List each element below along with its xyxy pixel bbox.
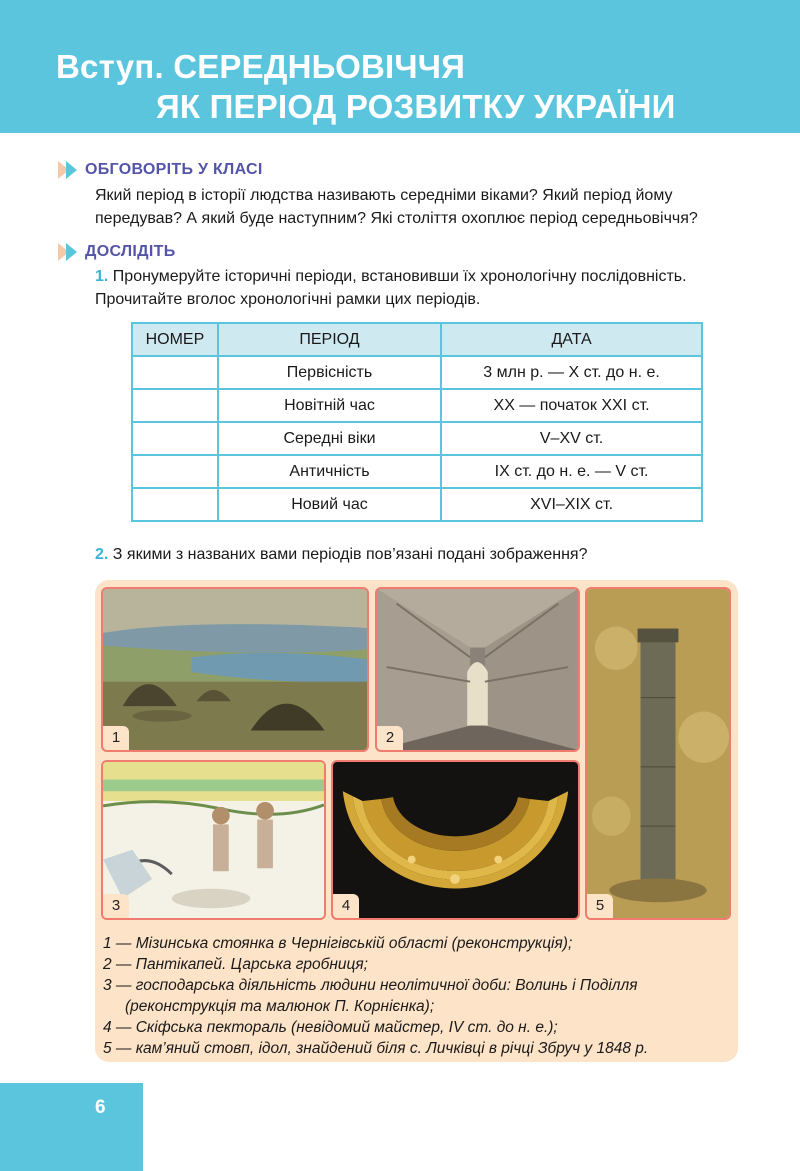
stone-idol-illustration — [587, 589, 729, 918]
periods-table — [131, 322, 703, 522]
image-number-badge: 2 — [377, 726, 403, 750]
image-captions — [103, 933, 733, 1059]
caption-3: 3 — господарська діяльність людини неолітичної доби: Волинь і Поділля — [103, 977, 638, 994]
cell-number — [132, 488, 218, 521]
tomb-corridor-illustration — [377, 589, 578, 750]
image-number-badge: 4 — [333, 894, 359, 918]
image-5-zbruch-idol — [585, 587, 731, 920]
cell-date: ХХ — початок ХХІ ст. — [441, 389, 702, 422]
neolithic-drawing-illustration — [103, 762, 324, 918]
table-row — [132, 455, 702, 488]
chevron-marker-icon — [58, 243, 77, 261]
task-1 — [95, 265, 745, 311]
image-4-scythian-pectoral — [331, 760, 580, 920]
task-2 — [95, 543, 745, 566]
table-row — [132, 422, 702, 455]
image-number-badge: 5 — [587, 894, 613, 918]
chapter-header — [0, 0, 800, 133]
table-row — [132, 356, 702, 389]
table-row — [132, 488, 702, 521]
cell-number — [132, 389, 218, 422]
task-2-number: 2. — [95, 546, 109, 563]
page-number: 6 — [95, 1097, 106, 1118]
research-section-heading — [58, 242, 176, 262]
research-heading-label: ДОСЛІДІТЬ — [85, 243, 176, 260]
cell-period: Античність — [218, 455, 441, 488]
chapter-title-line-1: Вступ. СЕРЕДНЬОВІЧЧЯ — [56, 48, 466, 85]
header-number: НОМЕР — [132, 323, 218, 356]
caption-1: 1 — Мізинська стоянка в Чернігівській області (реконструкція); — [103, 935, 573, 952]
table-row — [132, 389, 702, 422]
header-period: ПЕРІОД — [218, 323, 441, 356]
cell-number — [132, 455, 218, 488]
cell-period: Новітній час — [218, 389, 441, 422]
caption-4: 4 — Скіфська пектораль (невідомий майстер, IV ст. до н. е.); — [103, 1019, 558, 1036]
page-number-box — [0, 1083, 143, 1171]
discuss-section-heading — [58, 160, 263, 180]
cell-date: 3 млн р. — Х ст. до н. е. — [441, 356, 702, 389]
pectoral-illustration — [333, 762, 578, 918]
image-2-royal-tomb — [375, 587, 580, 752]
header-date: ДАТА — [441, 323, 702, 356]
image-1-mizyn-settlement — [101, 587, 369, 752]
caption-2: 2 — Пантікапей. Царська гробниця; — [103, 956, 368, 973]
cell-date: V–XV ст. — [441, 422, 702, 455]
image-number-badge: 1 — [103, 726, 129, 750]
cell-period: Середні віки — [218, 422, 441, 455]
cell-number — [132, 422, 218, 455]
chapter-title-line-2: ЯК ПЕРІОД РОЗВИТКУ УКРАЇНИ — [156, 88, 676, 125]
image-number-badge: 3 — [103, 894, 129, 918]
cell-period: Новий час — [218, 488, 441, 521]
cell-date: XVI–XIX ст. — [441, 488, 702, 521]
caption-5: 5 — кам’яний стовп, ідол, знайдений біля с. Личківці в річці Збруч у 1848 р. — [103, 1040, 649, 1057]
image-3-neolithic-activity — [101, 760, 326, 920]
settlement-illustration — [103, 589, 367, 750]
task-2-text: З якими з названих вами періодів пов’язані подані зображення? — [112, 546, 588, 563]
chevron-marker-icon — [58, 161, 77, 179]
discuss-question-text: Який період в історії людства називають середніми віками? Який період йому передував? А який буде наступним? Які століття охоплює період середньовіччя? — [95, 187, 698, 227]
task-1-number: 1. — [95, 268, 109, 285]
table-header-row — [132, 323, 702, 356]
caption-3-continued: (реконструкція та малюнок П. Корнієнка); — [125, 998, 435, 1015]
cell-period: Первісність — [218, 356, 441, 389]
cell-number — [132, 356, 218, 389]
task-1-text: Пронумеруйте історичні періоди, встановивши їх хронологічну послідовність. Прочитайте вголос хронологічні рамки цих періодів. — [95, 268, 687, 308]
cell-date: IX ст. до н. е. — V ст. — [441, 455, 702, 488]
discuss-heading-label: ОБГОВОРІТЬ У КЛАСІ — [85, 161, 263, 178]
